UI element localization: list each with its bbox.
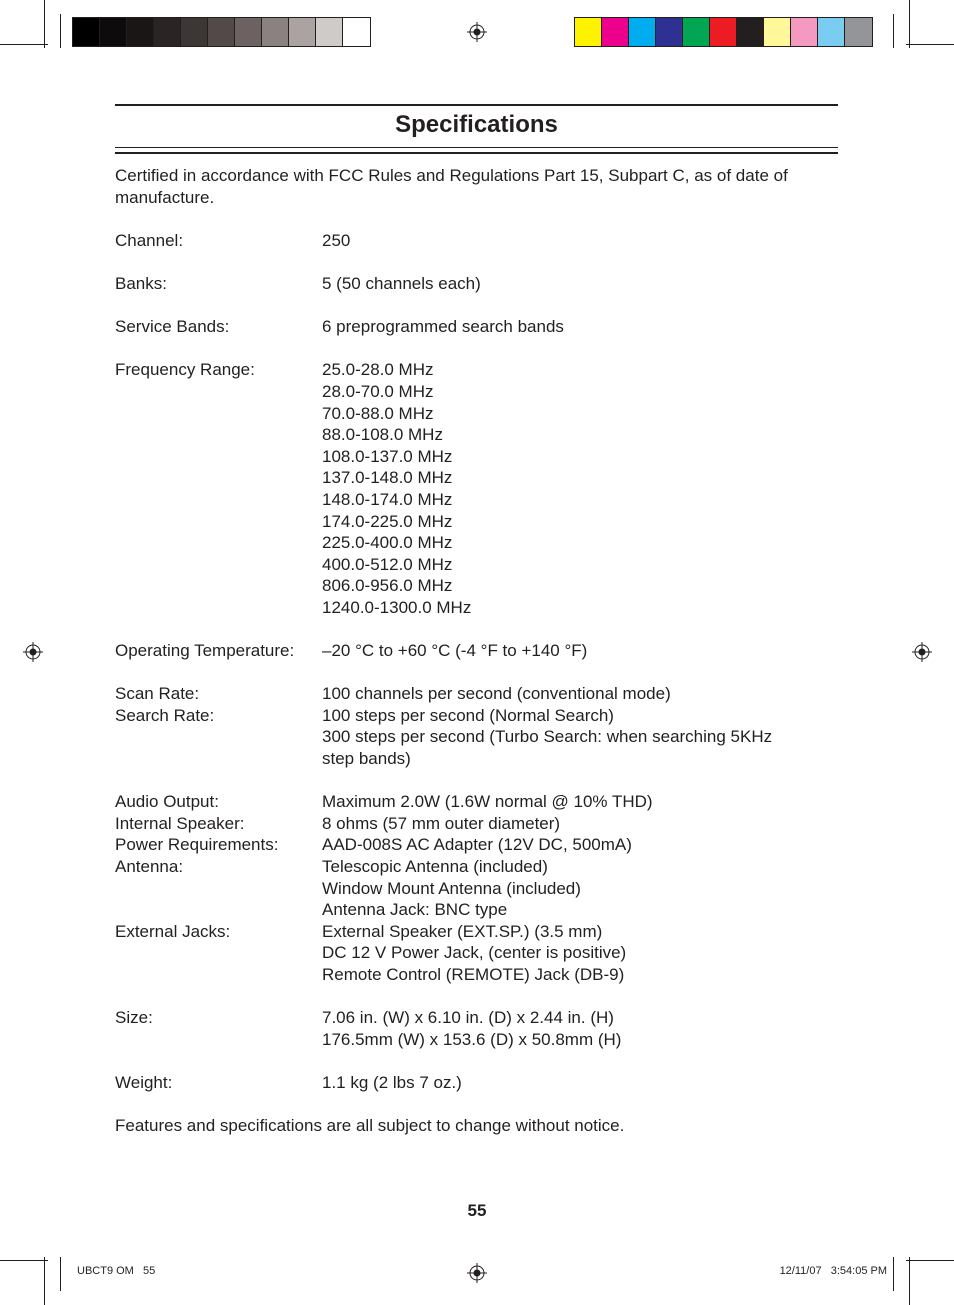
- slug-left: UBCT9 OM 55: [77, 1265, 156, 1277]
- registration-mark-icon: [467, 1263, 487, 1283]
- crop-mark: [0, 44, 48, 45]
- color-swatch: [656, 18, 683, 46]
- spec-row: [115, 273, 815, 295]
- spec-row: [115, 921, 815, 986]
- spec-value: 250: [322, 230, 351, 250]
- header-rule-bottom: [115, 152, 838, 154]
- spec-label: Internal Speaker:: [115, 813, 245, 833]
- spec-content: [115, 165, 815, 1154]
- spec-value: 1240.0-1300.0 MHz: [322, 597, 472, 617]
- spec-value: 300 steps per second (Turbo Search: when searching 5KHz: [322, 727, 773, 747]
- spec-value: 6 preprogrammed search bands: [322, 317, 564, 337]
- spec-value: 8 ohms (57 mm outer diameter): [322, 813, 561, 833]
- crop-mark: [44, 0, 45, 48]
- spec-value: Maximum 2.0W (1.6W normal @ 10% THD): [322, 792, 653, 812]
- slug-right: 12/11/07 3:54:05 PM: [779, 1265, 887, 1277]
- spec-values: [322, 1072, 815, 1094]
- color-swatch: [316, 18, 343, 46]
- spec-row: [115, 813, 815, 835]
- color-swatch: [289, 18, 316, 46]
- spec-value: DC 12 V Power Jack, (center is positive): [322, 943, 627, 963]
- color-swatch: [764, 18, 791, 46]
- spec-value: 400.0-512.0 MHz: [322, 554, 453, 574]
- spec-label: Search Rate:: [115, 705, 215, 725]
- color-swatch: [154, 18, 181, 46]
- spec-value: 100 steps per second (Normal Search): [322, 705, 614, 725]
- spec-value: 137.0-148.0 MHz: [322, 468, 453, 488]
- color-calibration-bar: [574, 17, 873, 47]
- spec-label: Weight:: [115, 1072, 173, 1092]
- color-swatch: [683, 18, 710, 46]
- intro-paragraph: Certified in accordance with FCC Rules and Regulations Part 15, Subpart C, as of date of manufacture.: [115, 166, 788, 207]
- crop-mark: [893, 1257, 894, 1291]
- color-swatch: [602, 18, 629, 46]
- spec-row: [115, 316, 815, 338]
- page-number: 55: [467, 1201, 487, 1220]
- color-swatch: [818, 18, 845, 46]
- spec-value: 806.0-956.0 MHz: [322, 576, 453, 596]
- spec-row: [115, 683, 815, 705]
- spec-row: [115, 834, 815, 856]
- spec-value: External Speaker (EXT.SP.) (3.5 mm): [322, 921, 603, 941]
- spec-value: 5 (50 channels each): [322, 273, 481, 293]
- header-rule-top: [115, 104, 838, 106]
- spec-values: [322, 230, 815, 252]
- spec-label: Channel:: [115, 230, 184, 250]
- color-swatch: [235, 18, 262, 46]
- registration-mark-icon: [467, 22, 487, 42]
- header-rule-bottom: [115, 147, 838, 148]
- spec-values: [322, 683, 815, 705]
- color-swatch: [343, 18, 370, 46]
- crop-mark: [44, 1257, 45, 1305]
- registration-mark-icon: [912, 642, 932, 662]
- spec-row: [115, 705, 815, 770]
- spec-value: 174.0-225.0 MHz: [322, 511, 453, 531]
- spec-label: Frequency Range:: [115, 360, 255, 380]
- color-swatch: [100, 18, 127, 46]
- color-swatch: [845, 18, 872, 46]
- color-swatch: [575, 18, 602, 46]
- grayscale-calibration-bar: [72, 17, 371, 47]
- spec-value: Antenna Jack: BNC type: [322, 900, 508, 920]
- spec-label: External Jacks:: [115, 921, 231, 941]
- spec-list: [115, 230, 815, 1094]
- spec-row: [115, 1072, 815, 1094]
- spec-label: Audio Output:: [115, 792, 219, 812]
- spec-values: [322, 856, 815, 921]
- spec-value: AAD-008S AC Adapter (12V DC, 500mA): [322, 835, 632, 855]
- spec-value: 70.0-88.0 MHz: [322, 403, 434, 423]
- spec-row: [115, 1007, 815, 1050]
- spec-value: 28.0-70.0 MHz: [322, 381, 434, 401]
- spec-value: 100 channels per second (conventional mode): [322, 684, 671, 704]
- spec-values: [322, 921, 815, 986]
- color-swatch: [208, 18, 235, 46]
- color-swatch: [127, 18, 154, 46]
- spec-values: [322, 705, 815, 770]
- spec-label: Scan Rate:: [115, 684, 200, 704]
- spec-label: Service Bands:: [115, 317, 230, 337]
- spec-value: 1.1 kg (2 lbs 7 oz.): [322, 1072, 462, 1092]
- spec-row: [115, 359, 815, 618]
- spec-value: 176.5mm (W) x 153.6 (D) x 50.8mm (H): [322, 1029, 622, 1049]
- crop-mark: [893, 14, 894, 48]
- spec-values: [322, 813, 815, 835]
- spec-row: [115, 791, 815, 813]
- spec-values: [322, 359, 815, 618]
- spec-row: [115, 230, 815, 252]
- spec-values: [322, 791, 815, 813]
- spec-values: [322, 1007, 815, 1050]
- color-swatch: [181, 18, 208, 46]
- color-swatch: [710, 18, 737, 46]
- spec-values: [322, 316, 815, 338]
- crop-mark: [909, 1257, 910, 1305]
- crop-mark: [60, 14, 61, 48]
- color-swatch: [629, 18, 656, 46]
- spec-value: Remote Control (REMOTE) Jack (DB-9): [322, 964, 625, 984]
- spec-label: Antenna:: [115, 857, 184, 876]
- spec-row: [115, 856, 815, 921]
- spec-value: Window Mount Antenna (included): [322, 878, 581, 898]
- spec-value: Telescopic Antenna (included): [322, 857, 548, 876]
- spec-value: 88.0-108.0 MHz: [322, 425, 443, 445]
- color-swatch: [791, 18, 818, 46]
- spec-value: 225.0-400.0 MHz: [322, 533, 453, 553]
- color-swatch: [262, 18, 289, 46]
- spec-label: Size:: [115, 1008, 153, 1028]
- spec-label: Banks:: [115, 273, 167, 293]
- color-swatch: [737, 18, 764, 46]
- spec-value: 108.0-137.0 MHz: [322, 446, 453, 466]
- spec-row: [115, 640, 815, 662]
- spec-value: 25.0-28.0 MHz: [322, 360, 434, 380]
- spec-label: Power Requirements:: [115, 835, 279, 855]
- spec-value: step bands): [322, 749, 411, 769]
- crop-mark: [906, 44, 954, 45]
- spec-label: Operating Temperature:: [115, 641, 295, 661]
- crop-mark: [60, 1257, 61, 1291]
- spec-values: [322, 834, 815, 856]
- spec-values: [322, 640, 815, 662]
- color-swatch: [73, 18, 100, 46]
- crop-mark: [906, 1260, 954, 1261]
- crop-mark: [0, 1260, 48, 1261]
- spec-values: [322, 273, 815, 295]
- disclaimer-note: Features and specifications are all subject to change without notice.: [115, 1116, 625, 1136]
- spec-value: 148.0-174.0 MHz: [322, 489, 453, 509]
- spec-value: 7.06 in. (W) x 6.10 in. (D) x 2.44 in. (H): [322, 1008, 614, 1028]
- crop-mark: [909, 0, 910, 48]
- page-title: Specifications: [395, 111, 558, 138]
- spec-value: –20 °C to +60 °C (-4 °F to +140 °F): [322, 641, 588, 661]
- registration-mark-icon: [23, 642, 43, 662]
